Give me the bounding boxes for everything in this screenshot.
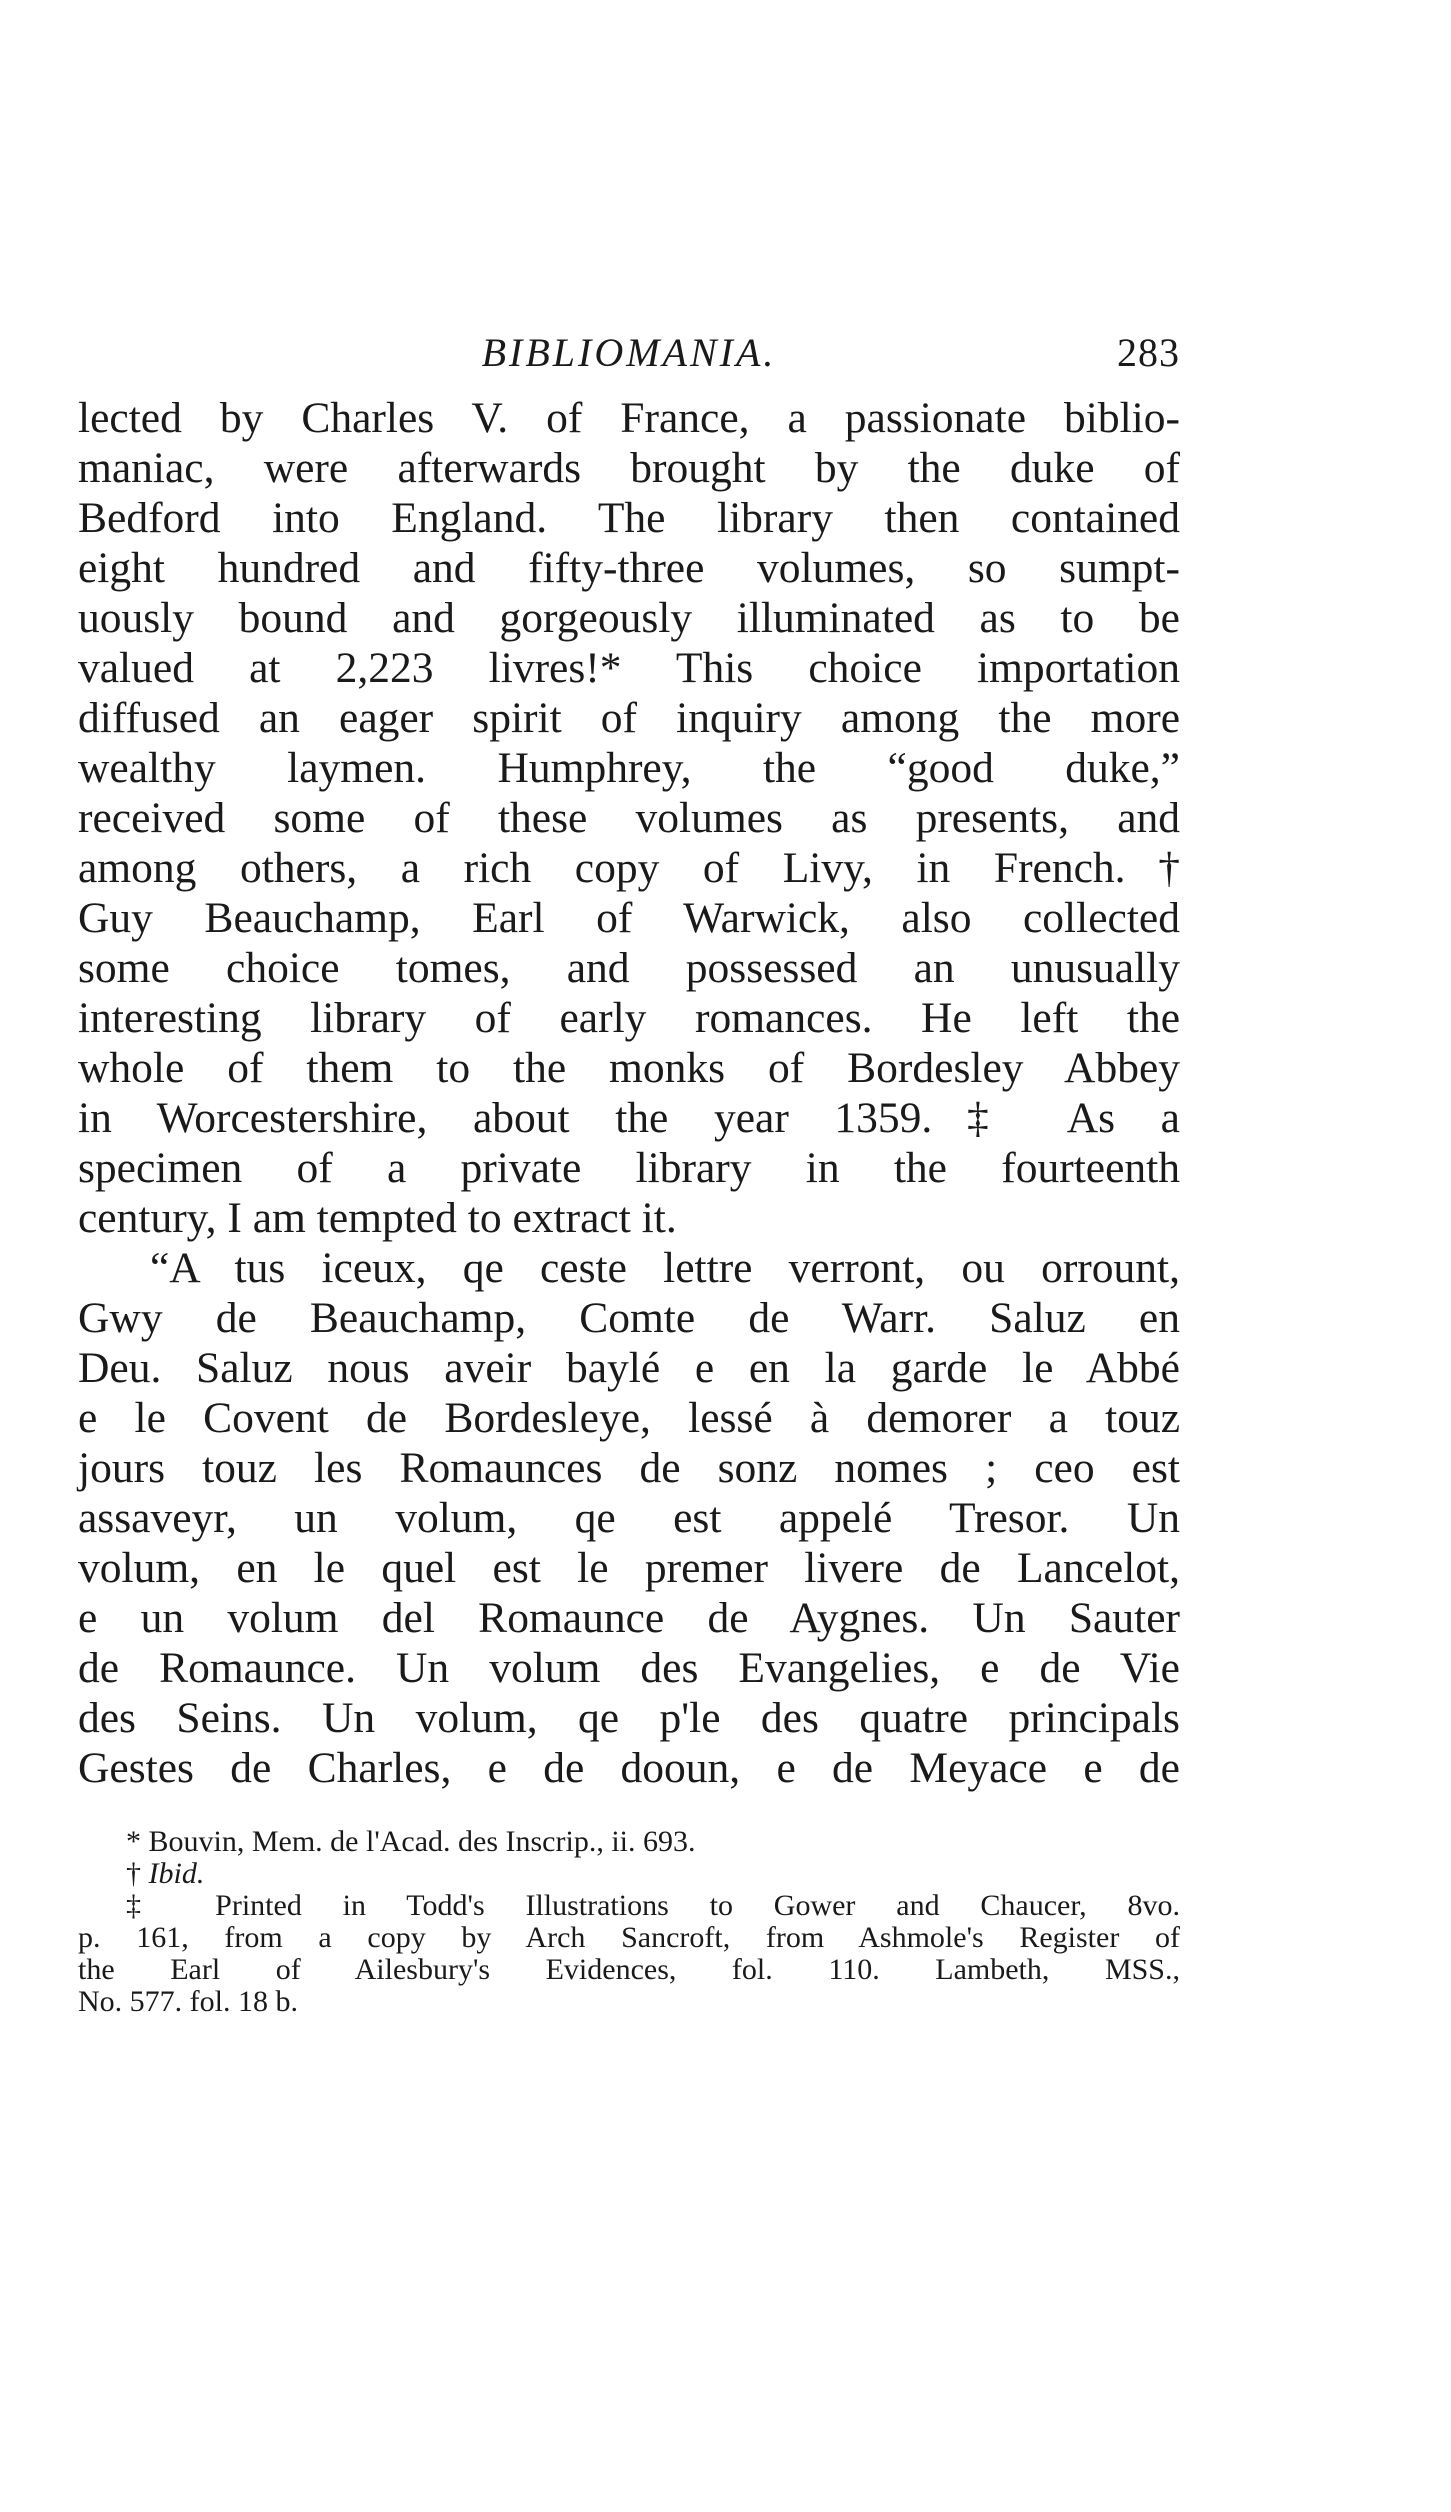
text-line: specimen of a private library in the fourteenth	[78, 1144, 1180, 1192]
text-line: among others, a rich copy of Livy, in French.†	[78, 844, 1180, 892]
text-line: in Worcestershire, about the year 1359.‡ As a	[78, 1094, 1180, 1142]
running-head	[78, 328, 1180, 378]
text-line: Deu. Saluz nous aveir baylé e en la garde le Abbé	[78, 1344, 1180, 1392]
text-line: wealthy laymen. Humphrey, the “good duke,”	[78, 744, 1180, 792]
text-line: whole of them to the monks of Bordesley Abbey	[78, 1044, 1180, 1092]
footnote-3-line: ‡ Printed in Todd's Illustrations to Gower and Chaucer, 8vo.	[126, 1889, 1180, 1922]
text-line: received some of these volumes as presents, and	[78, 794, 1180, 842]
running-title: BIBLIOMANIA.	[481, 330, 777, 375]
footnote-1: * Bouvin, Mem. de l'Acad. des Inscrip., ii. 693.	[126, 1825, 696, 1858]
text-line: valued at 2,223 livres!* This choice importation	[78, 644, 1180, 692]
text-line: assaveyr, un volum, qe est appelé Tresor. Un	[78, 1494, 1180, 1542]
footnote-2-mark: †	[126, 1857, 141, 1890]
footnote-2	[78, 1858, 1180, 1890]
text-line: eight hundred and fifty-three volumes, so sumpt-	[78, 544, 1180, 592]
text-line: volum, en le quel est le premer livere de Lancelot,	[78, 1544, 1180, 1592]
text-line: maniac, were afterwards brought by the duke of	[78, 444, 1180, 492]
body-text	[78, 393, 1180, 1793]
footnote-3-line: No. 577. fol. 18 b.	[78, 1985, 298, 2018]
text-line: some choice tomes, and possessed an unusually	[78, 944, 1180, 992]
text-line-quote-start: “A tus iceux, qe ceste lettre verront, ou orrount,	[150, 1244, 1180, 1292]
text-line: lected by Charles V. of France, a passionate biblio-	[78, 394, 1180, 442]
footnote-2-text: Ibid.	[148, 1857, 205, 1890]
text-line: de Romaunce. Un volum des Evangelies, e de Vie	[78, 1644, 1180, 1692]
text-line: jours touz les Romaunces de sonz nomes ; ceo est	[78, 1444, 1180, 1492]
text-line: Gwy de Beauchamp, Comte de Warr. Saluz en	[78, 1294, 1180, 1342]
text-line: uously bound and gorgeously illuminated as to be	[78, 594, 1180, 642]
page-number: 283	[1117, 330, 1180, 375]
footnote-3-line: p. 161, from a copy by Arch Sancroft, from Ashmole's Register of	[78, 1921, 1180, 1954]
text-line: Gestes de Charles, e de dooun, e de Meyace e de	[78, 1744, 1180, 1792]
text-line: interesting library of early romances. He left the	[78, 994, 1180, 1042]
footnotes	[78, 1826, 1180, 2018]
text-line: Bedford into England. The library then contained	[78, 494, 1180, 542]
text-line-paragraph-end: century, I am tempted to extract it.	[78, 1194, 677, 1242]
text-line: Guy Beauchamp, Earl of Warwick, also collected	[78, 894, 1180, 942]
text-line: e le Covent de Bordesleye, lessé à demorer a touz	[78, 1394, 1180, 1442]
footnote-3-line: the Earl of Ailesbury's Evidences, fol. 110. Lambeth, MSS.,	[78, 1953, 1180, 1986]
text-line: e un volum del Romaunce de Aygnes. Un Sauter	[78, 1594, 1180, 1642]
text-line: diffused an eager spirit of inquiry among the more	[78, 694, 1180, 742]
text-line: des Seins. Un volum, qe p'le des quatre principals	[78, 1694, 1180, 1742]
